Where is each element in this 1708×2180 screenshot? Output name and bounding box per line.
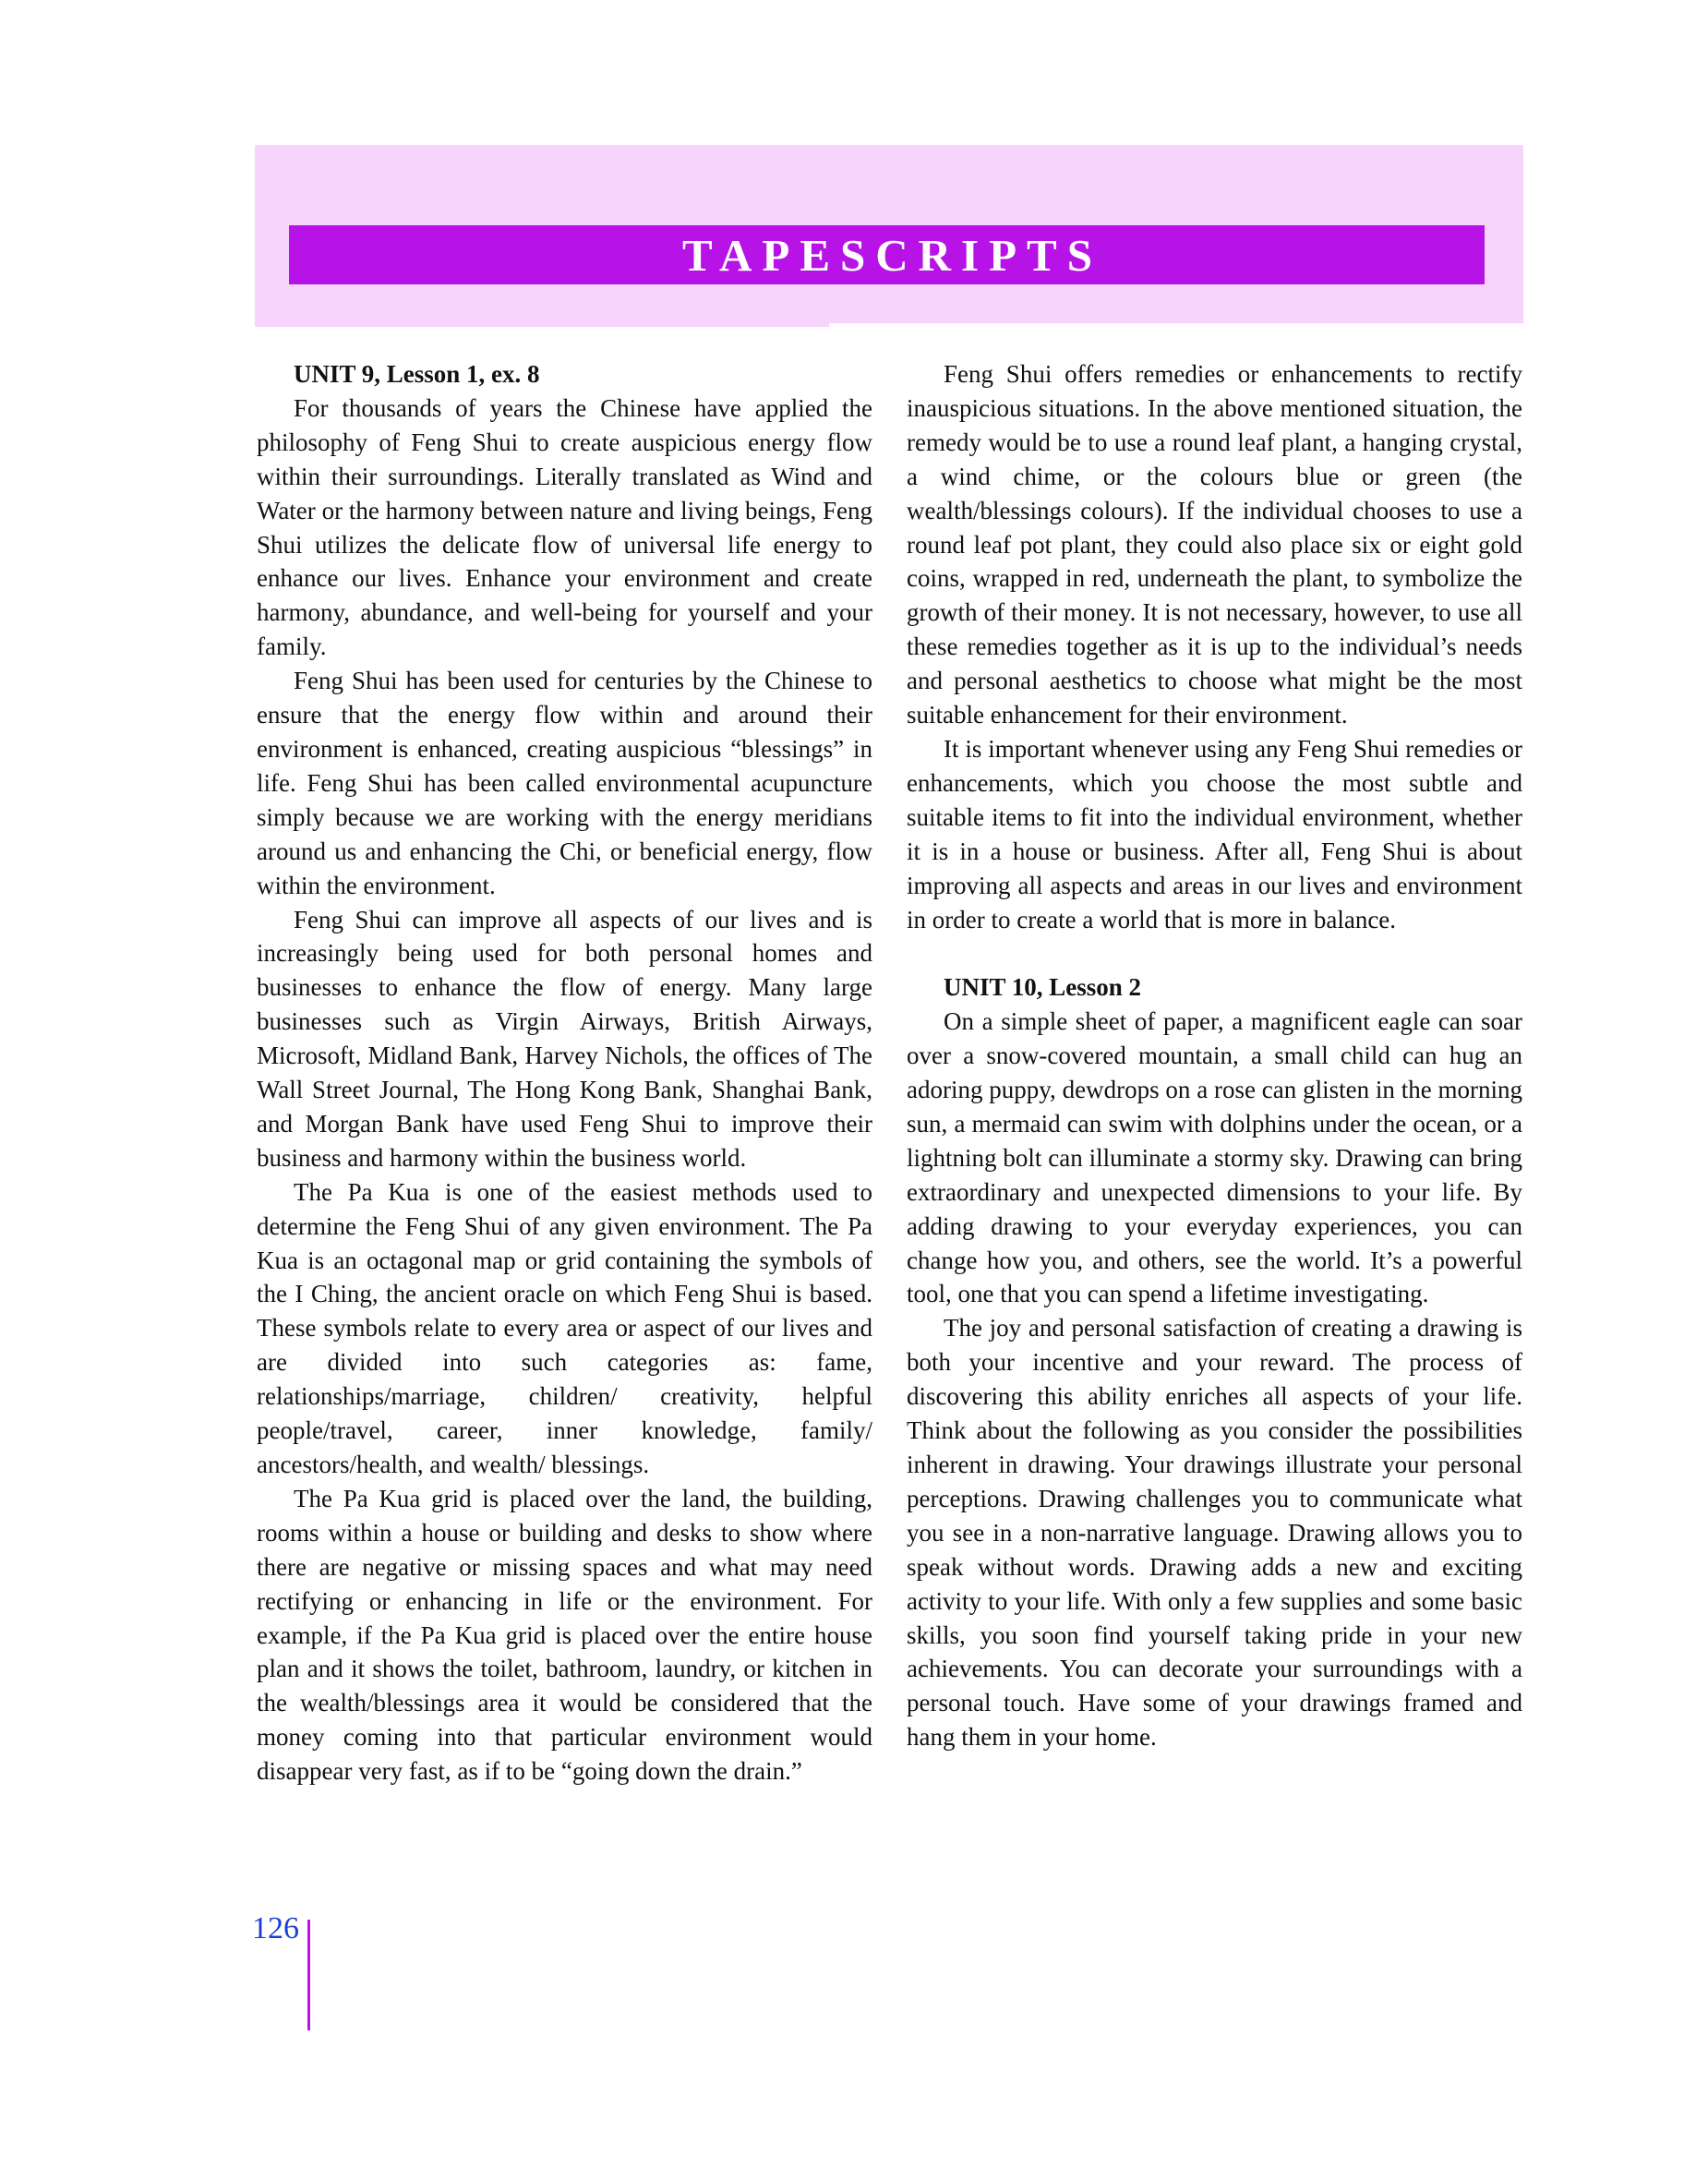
- left-column: [257, 357, 872, 1789]
- section-heading-unit-10: UNIT 10, Lesson 2: [944, 973, 1142, 1002]
- paragraph: Feng Shui has been used for centuries by the Chinese to ensure that the energy flow within and around their environment is enhanced, creating auspicious “blessings” in life. Feng Shui has been called environmental acupuncture simply because we are working with the energy meridians around us and enhancing the Chi, or beneficial energy, flow within the environment.: [257, 667, 872, 899]
- paragraph: For thousands of years the Chinese have applied the philosophy of Feng Shui to create auspicious energy flow within their surroundings. Literally translated as Wind and Water or the harmony between nature and living beings, Feng Shui utilizes the delicate flow of universal life energy to enhance our lives. Enhance your environment and create harmony, abundance, and well-being for yourself and your family.: [257, 393, 872, 661]
- header-panel-tab: [1488, 145, 1523, 254]
- paragraph: It is important whenever using any Feng Shui remedies or enhancements, which you choose the most subtle and suitable items to fit into the individual environment, whether it is in a house or business. After all, Feng Shui is about improving all aspects and areas in our lives and environment in order to create a world that is more in balance.: [907, 734, 1522, 933]
- paragraph: The Pa Kua grid is placed over the land, the building, rooms within a house or building and desks to show where there are negative or missing spaces and what may need rectifying or enhancing in life or the environment. For example, if the Pa Kua grid is placed over the entire house plan and it shows the toilet, bathroom, laundry, or kitchen in the wealth/blessings area it would be considered that the money coming into that particular environment would disappear very fast, as if to be “going down the drain.”: [257, 1484, 872, 1786]
- paragraph: Feng Shui can improve all aspects of our lives and is increasingly being used for both personal homes and businesses to enhance the flow of energy. Many large businesses such as Virgin Airways, British Airways, Microsoft, Midland Bank, Harvey Nichols, the offices of The Wall Street Journal, The Hong Kong Bank, Shanghai Bank, and Morgan Bank have used Feng Shui to improve their business and harmony within the business world.: [257, 905, 872, 1172]
- section-heading-unit-9: UNIT 9, Lesson 1, ex. 8: [294, 360, 540, 388]
- header-panel-lower: [255, 277, 829, 327]
- page-number-rule: [307, 1920, 310, 2030]
- section-spacer: [907, 936, 1522, 970]
- header-band: [289, 225, 1485, 284]
- page-number: 126: [252, 1911, 299, 1945]
- paragraph: The Pa Kua is one of the easiest methods used to determine the Feng Shui of any given environment. The Pa Kua is an octagonal map or grid containing the symbols of the I Ching, the ancient oracle on which Feng Shui is based. These symbols relate to every area or aspect of our lives and are divided into such categories as: fame, relationships/marriage, children/ creativity, helpful people/travel, career, inner knowledge, family/ ancestors/health, and wealth/ blessings.: [257, 1177, 872, 1478]
- page-title: TAPESCRIPTS: [681, 229, 1102, 281]
- paragraph: The joy and personal satisfaction of creating a drawing is both your incentive and your reward. The process of discovering this ability enriches all aspects of your life. Think about the following as you consider the possibilities inherent in drawing. Your drawings illustrate your personal perceptions. Drawing challenges you to communicate what you see in a non-narrative language. Drawing allows you to speak without words. Drawing adds a new and exciting activity to your life. With only a few supplies and some basic skills, you soon find yourself taking pride in your new achievements. You can decorate your surroundings with a personal touch. Have some of your drawings framed and hang them in your home.: [907, 1314, 1522, 1752]
- paragraph: Feng Shui offers remedies or enhancements to rectify inauspicious situations. In the above mentioned situation, the remedy would be to use a round leaf plant, a hanging crystal, a wind chime, or the colours blue or green (the wealth/blessings colours). If the individual chooses to use a round leaf pot plant, they could also place six or eight gold coins, wrapped in red, underneath the plant, to symbolize the growth of their money. It is not necessary, however, to use all these remedies together as it is up to the individual’s needs and personal aesthetics to choose what might be the most suitable enhancement for their environment.: [907, 360, 1522, 729]
- right-column: [907, 357, 1522, 1754]
- paragraph: On a simple sheet of paper, a magnificent eagle can soar over a snow-covered mountain, a small child can hug an adoring puppy, dewdrops on a rose can glisten in the morning sun, a mermaid can swim with dolphins under the ocean, or a lightning bolt can illuminate a stormy sky. Drawing can bring extraordinary and unexpected dimensions to your life. By adding drawing to your everyday experiences, you can change how you, and others, see the world. It’s a powerful tool, one that you can spend a lifetime investigating.: [907, 1007, 1522, 1308]
